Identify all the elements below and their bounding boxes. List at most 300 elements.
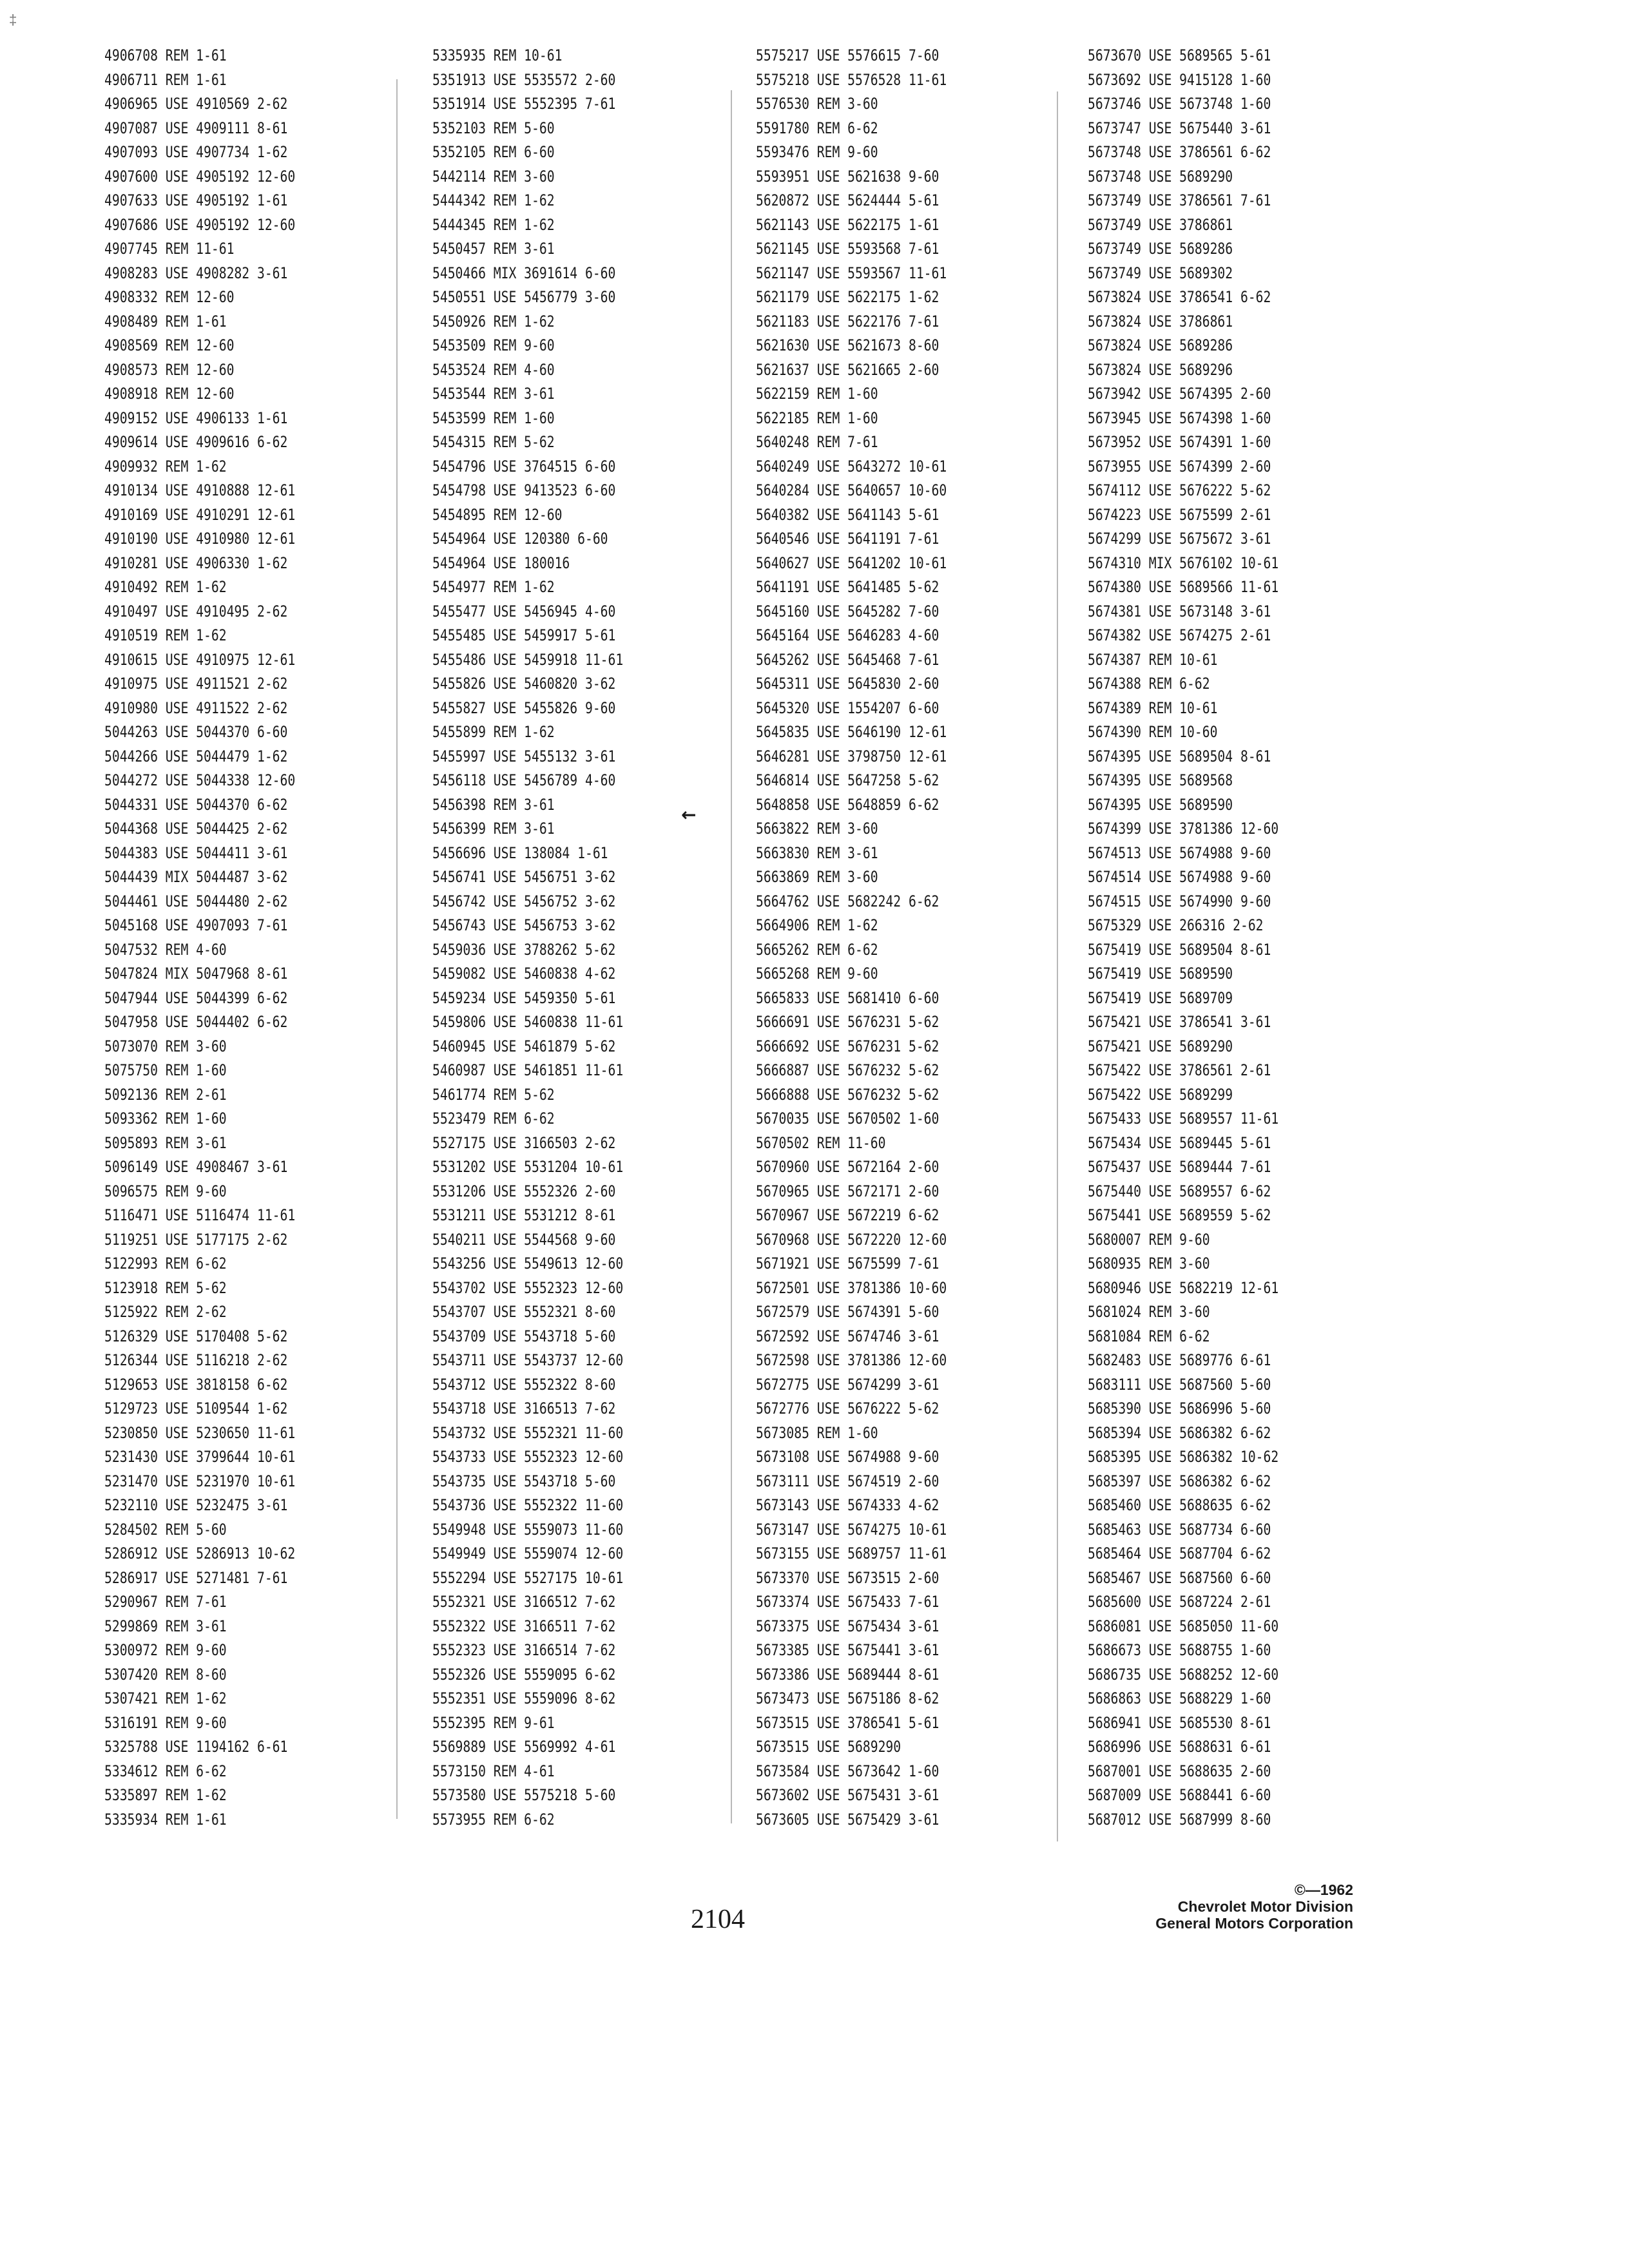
parts-entry-row: 5453509 REM 9-60 [432, 336, 555, 354]
parts-entry-row: 5335935 REM 10-61 [432, 46, 563, 64]
parts-entry-row: 5673748 USE 5689290 [1088, 167, 1233, 186]
parts-entry-row: 5640249 USE 5643272 10-61 [756, 457, 947, 476]
parts-entry-row: 5454895 REM 12-60 [432, 505, 563, 524]
page-number: 2104 [691, 1905, 745, 1934]
parts-entry-row: 5665833 USE 5681410 6-60 [756, 988, 940, 1007]
parts-entry-row: 5673692 USE 9415128 1-60 [1088, 70, 1271, 89]
parts-entry-row: 5685397 USE 5686382 6-62 [1088, 1472, 1271, 1490]
parts-entry-row: 5640546 USE 5641191 7-61 [756, 530, 940, 548]
parts-entry-row: 5680935 REM 3-60 [1088, 1254, 1210, 1273]
parts-entry-row: 5674515 USE 5674990 9-60 [1088, 892, 1271, 910]
parts-entry-row: 5455477 USE 5456945 4-60 [432, 602, 616, 620]
parts-entry-row: 5622159 REM 1-60 [756, 385, 878, 403]
parts-entry-row: 5549948 USE 5559073 11-60 [432, 1520, 624, 1539]
parts-entry-row: 5671921 USE 5675599 7-61 [756, 1254, 940, 1273]
parts-entry-row: 5045168 USE 4907093 7-61 [104, 916, 288, 934]
parts-entry-row: 5675440 USE 5689557 6-62 [1088, 1182, 1271, 1200]
parts-entry-row: 5460987 USE 5461851 11-61 [432, 1061, 624, 1079]
parts-entry-row: 4908489 REM 1-61 [104, 312, 227, 331]
parts-entry-row: 5129723 USE 5109544 1-62 [104, 1399, 288, 1418]
parts-entry-row: 5129653 USE 3818158 6-62 [104, 1375, 288, 1394]
parts-entry-row: 5620872 USE 5624444 5-61 [756, 191, 940, 209]
parts-entry-row: 5122993 REM 6-62 [104, 1254, 227, 1273]
parts-entry-row: 5673824 USE 5689296 [1088, 360, 1233, 379]
parts-entry-row: 5307420 REM 8-60 [104, 1665, 227, 1684]
parts-entry-row: 4906711 REM 1-61 [104, 70, 227, 89]
parts-entry-row: 5335934 REM 1-61 [104, 1810, 227, 1829]
copyright-block [1155, 1881, 1353, 1932]
parts-entry-row: 4907686 USE 4905192 12-60 [104, 215, 296, 234]
parts-entry-row: 4908283 USE 4908282 3-61 [104, 264, 288, 282]
parts-entry-row: 5674387 REM 10-61 [1088, 650, 1218, 669]
parts-entry-row: 5675329 USE 266316 2-62 [1088, 916, 1264, 934]
parts-entry-row: 5576530 REM 3-60 [756, 95, 878, 113]
parts-entry-row: 5673085 REM 1-60 [756, 1423, 878, 1442]
parts-entry-row: 4909152 USE 4906133 1-61 [104, 408, 288, 427]
parts-entry-row: 5459234 USE 5459350 5-61 [432, 988, 616, 1007]
parts-entry-row: 5675437 USE 5689444 7-61 [1088, 1158, 1271, 1176]
parts-entry-row: 5552323 USE 3166514 7-62 [432, 1641, 616, 1659]
parts-entry-row: 5073070 REM 3-60 [104, 1037, 227, 1055]
parts-entry-row: 5673952 USE 5674391 1-60 [1088, 433, 1271, 451]
parts-entry-row: 5232110 USE 5232475 3-61 [104, 1496, 288, 1514]
parts-entry-row: 5092136 REM 2-61 [104, 1085, 227, 1104]
parts-entry-row: 5286912 USE 5286913 10-62 [104, 1544, 296, 1562]
copyright-division: Chevrolet Motor Division [1177, 1898, 1353, 1915]
parts-entry-row: 5621183 USE 5622176 7-61 [756, 312, 940, 331]
parts-entry-row: 5672579 USE 5674391 5-60 [756, 1303, 940, 1321]
parts-entry-row: 5685600 USE 5687224 2-61 [1088, 1593, 1271, 1611]
parts-entry-row: 5640284 USE 5640657 10-60 [756, 481, 947, 499]
parts-entry-row: 5673945 USE 5674398 1-60 [1088, 408, 1271, 427]
parts-entry-row: 5621143 USE 5622175 1-61 [756, 215, 940, 234]
parts-entry-row: 5454964 USE 180016 [432, 553, 570, 572]
parts-entry-row: 5531211 USE 5531212 8-61 [432, 1206, 616, 1224]
parts-entry-row: 5453544 REM 3-61 [432, 385, 555, 403]
parts-entry-row: 4910492 REM 1-62 [104, 578, 227, 596]
parts-entry-row: 5685390 USE 5686996 5-60 [1088, 1399, 1271, 1418]
parts-entry-row: 5670035 USE 5670502 1-60 [756, 1110, 940, 1128]
parts-entry-row: 5645262 USE 5645468 7-61 [756, 650, 940, 669]
parts-entry-row: 5230850 USE 5230650 11-61 [104, 1423, 296, 1442]
parts-entry-row: 5527175 USE 3166503 2-62 [432, 1133, 616, 1152]
parts-entry-row: 5352103 REM 5-60 [432, 119, 555, 137]
parts-entry-row: 5573580 USE 5575218 5-60 [432, 1786, 616, 1804]
parts-entry-row: 5686081 USE 5685050 11-60 [1088, 1617, 1279, 1635]
parts-entry-row: 5621630 USE 5621673 8-60 [756, 336, 940, 354]
parts-entry-row: 5461774 REM 5-62 [432, 1085, 555, 1104]
parts-entry-row: 5672501 USE 3781386 10-60 [756, 1278, 947, 1297]
parts-entry-row: 5670502 REM 11-60 [756, 1133, 886, 1152]
parts-entry-row: 5456398 REM 3-61 [432, 795, 555, 814]
parts-entry-row: 5673515 USE 3786541 5-61 [756, 1713, 940, 1732]
parts-entry-row: 5096149 USE 4908467 3-61 [104, 1158, 288, 1176]
parts-entry-row: 5047532 REM 4-60 [104, 940, 227, 959]
parts-entry-row: 5442114 REM 3-60 [432, 167, 555, 186]
parts-entry-row: 5674395 USE 5689504 8-61 [1088, 747, 1271, 765]
parts-entry-row: 5231430 USE 3799644 10-61 [104, 1448, 296, 1466]
parts-entry-row: 5675433 USE 5689557 11-61 [1088, 1110, 1279, 1128]
parts-entry-row: 5673748 USE 3786561 6-62 [1088, 143, 1271, 161]
parts-entry-row: 5456399 REM 3-61 [432, 820, 555, 838]
parts-entry-row: 5591780 REM 6-62 [756, 119, 878, 137]
column-divider-3 [1057, 91, 1058, 1841]
parts-entry-row: 4909932 REM 1-62 [104, 457, 227, 476]
parts-entry-row: 5621147 USE 5593567 11-61 [756, 264, 947, 282]
scan-mark-top-left: ‡ [9, 12, 17, 28]
parts-entry-row: 5673515 USE 5689290 [756, 1738, 901, 1756]
parts-entry-row: 5673824 USE 5689286 [1088, 336, 1233, 354]
parts-entry-row: 5685395 USE 5686382 10-62 [1088, 1448, 1279, 1466]
parts-entry-row: 4910975 USE 4911521 2-62 [104, 675, 288, 693]
parts-entry-row: 5573150 REM 4-61 [432, 1762, 555, 1780]
parts-entry-row: 5549949 USE 5559074 12-60 [432, 1544, 624, 1562]
parts-entry-row: 5680007 REM 9-60 [1088, 1230, 1210, 1249]
parts-entry-row: 5670968 USE 5672220 12-60 [756, 1230, 947, 1249]
parts-entry-row: 5675419 USE 5689590 [1088, 965, 1233, 983]
parts-entry-row: 5675421 USE 3786541 3-61 [1088, 1013, 1271, 1031]
parts-entry-row: 4907745 REM 11-61 [104, 240, 235, 258]
parts-entry-row: 5459806 USE 5460838 11-61 [432, 1013, 624, 1031]
parts-entry-row: 5044331 USE 5044370 6-62 [104, 795, 288, 814]
parts-entry-row: 5123918 REM 5-62 [104, 1278, 227, 1297]
parts-entry-row: 5286917 USE 5271481 7-61 [104, 1568, 288, 1587]
parts-entry-row: 5645164 USE 5646283 4-60 [756, 626, 940, 644]
parts-entry-row: 5687012 USE 5687999 8-60 [1088, 1810, 1271, 1829]
parts-entry-row: 5663869 REM 3-60 [756, 868, 878, 886]
parts-entry-row: 5047944 USE 5044399 6-62 [104, 988, 288, 1007]
parts-entry-row: 5540211 USE 5544568 9-60 [432, 1230, 616, 1249]
parts-entry-row: 4910497 USE 4910495 2-62 [104, 602, 288, 620]
parts-entry-row: 5675422 USE 3786561 2-61 [1088, 1061, 1271, 1079]
parts-entry-row: 5686996 USE 5688631 6-61 [1088, 1738, 1271, 1756]
parts-entry-row: 5673749 USE 3786861 [1088, 215, 1233, 234]
parts-entry-row: 5673370 USE 5673515 2-60 [756, 1568, 940, 1587]
parts-entry-row: 5672598 USE 3781386 12-60 [756, 1351, 947, 1369]
parts-entry-row: 5666888 USE 5676232 5-62 [756, 1085, 940, 1104]
parts-entry-row: 5543256 USE 5549613 12-60 [432, 1254, 624, 1273]
parts-entry-row: 5674388 REM 6-62 [1088, 675, 1210, 693]
parts-entry-row: 5454964 USE 120380 6-60 [432, 530, 608, 548]
parts-entry-row: 5673473 USE 5675186 8-62 [756, 1689, 940, 1707]
parts-entry-row: 5645320 USE 1554207 6-60 [756, 698, 940, 717]
parts-entry-row: 5450457 REM 3-61 [432, 240, 555, 258]
parts-entry-row: 5685467 USE 5687560 6-60 [1088, 1568, 1271, 1587]
parts-entry-row: 5675421 USE 5689290 [1088, 1037, 1233, 1055]
parts-entry-row: 5454315 REM 5-62 [432, 433, 555, 451]
parts-entry-row: 5543735 USE 5543718 5-60 [432, 1472, 616, 1490]
parts-entry-row: 5686941 USE 5685530 8-61 [1088, 1713, 1271, 1732]
parts-entry-row: 4906965 USE 4910569 2-62 [104, 95, 288, 113]
parts-entry-row: 5673942 USE 5674395 2-60 [1088, 385, 1271, 403]
parts-entry-row: 5673749 USE 5689302 [1088, 264, 1233, 282]
parts-entry-row: 5047958 USE 5044402 6-62 [104, 1013, 288, 1031]
parts-entry-row: 5075750 REM 1-60 [104, 1061, 227, 1079]
parts-entry-row: 5543712 USE 5552322 8-60 [432, 1375, 616, 1394]
parts-entry-row: 5575218 USE 5576528 11-61 [756, 70, 947, 89]
parts-entry-row: 4907600 USE 4905192 12-60 [104, 167, 296, 186]
parts-entry-row: 5675441 USE 5689559 5-62 [1088, 1206, 1271, 1224]
parts-entry-row: 4910190 USE 4910980 12-61 [104, 530, 296, 548]
parts-entry-row: 5674299 USE 5675672 3-61 [1088, 530, 1271, 548]
parts-entry-row: 5456741 USE 5456751 3-62 [432, 868, 616, 886]
parts-entry-row: 5334612 REM 6-62 [104, 1762, 227, 1780]
parts-entry-row: 5543732 USE 5552321 11-60 [432, 1423, 624, 1442]
parts-entry-row: 5044263 USE 5044370 6-60 [104, 723, 288, 741]
parts-entry-row: 5686735 USE 5688252 12-60 [1088, 1665, 1279, 1684]
parts-entry-row: 5569889 USE 5569992 4-61 [432, 1738, 616, 1756]
parts-entry-row: 5543709 USE 5543718 5-60 [432, 1327, 616, 1345]
parts-entry-row: 4908918 REM 12-60 [104, 385, 235, 403]
parts-entry-row: 5640248 REM 7-61 [756, 433, 878, 451]
parts-entry-row: 5284502 REM 5-60 [104, 1520, 227, 1539]
parts-entry-row: 4907087 USE 4909111 8-61 [104, 119, 288, 137]
parts-entry-row: 5095893 REM 3-61 [104, 1133, 227, 1152]
parts-entry-row: 5552322 USE 3166511 7-62 [432, 1617, 616, 1635]
parts-entry-row: 5674112 USE 5676222 5-62 [1088, 481, 1271, 499]
parts-entry-row: 5543718 USE 3166513 7-62 [432, 1399, 616, 1418]
parts-entry-row: 5044461 USE 5044480 2-62 [104, 892, 288, 910]
parts-entry-row: 5674223 USE 5675599 2-61 [1088, 505, 1271, 524]
parts-entry-row: 4906708 REM 1-61 [104, 46, 227, 64]
parts-entry-row: 5044439 MIX 5044487 3-62 [104, 868, 288, 886]
parts-entry-row: 5307421 REM 1-62 [104, 1689, 227, 1707]
parts-entry-row: 4908332 REM 12-60 [104, 288, 235, 306]
parts-entry-row: 5673155 USE 5689757 11-61 [756, 1544, 947, 1562]
parts-entry-row: 5552294 USE 5527175 10-61 [432, 1568, 624, 1587]
parts-entry-row: 4907633 USE 4905192 1-61 [104, 191, 288, 209]
parts-entry-row: 5645311 USE 5645830 2-60 [756, 675, 940, 693]
parts-entry-row: 5673602 USE 5675431 3-61 [756, 1786, 940, 1804]
parts-entry-row: 5531206 USE 5552326 2-60 [432, 1182, 616, 1200]
parts-entry-row: 5665262 REM 6-62 [756, 940, 878, 959]
parts-entry-row: 5665268 REM 9-60 [756, 965, 878, 983]
parts-entry-row: 5523479 REM 6-62 [432, 1110, 555, 1128]
parts-entry-row: 4910980 USE 4911522 2-62 [104, 698, 288, 717]
parts-entry-row: 5673749 USE 5689286 [1088, 240, 1233, 258]
parts-entry-row: 5622185 REM 1-60 [756, 408, 878, 427]
parts-entry-row: 5352105 REM 6-60 [432, 143, 555, 161]
parts-entry-row: 5573955 REM 6-62 [432, 1810, 555, 1829]
parts-entry-row: 5096575 REM 9-60 [104, 1182, 227, 1200]
parts-entry-row: 5575217 USE 5576615 7-60 [756, 46, 940, 64]
parts-entry-row: 5640382 USE 5641143 5-61 [756, 505, 940, 524]
parts-entry-row: 5455997 USE 5455132 3-61 [432, 747, 616, 765]
column-divider-1 [396, 79, 398, 1819]
parts-entry-row: 5299869 REM 3-61 [104, 1617, 227, 1635]
parts-entry-row: 5444345 REM 1-62 [432, 215, 555, 234]
parts-entry-row: 5670965 USE 5672171 2-60 [756, 1182, 940, 1200]
parts-entry-row: 5543711 USE 5543737 12-60 [432, 1351, 624, 1369]
parts-entry-row: 5552326 USE 5559095 6-62 [432, 1665, 616, 1684]
parts-entry-row: 5666692 USE 5676231 5-62 [756, 1037, 940, 1055]
parts-entry-row: 5687009 USE 5688441 6-60 [1088, 1786, 1271, 1804]
parts-entry-row: 5351914 USE 5552395 7-61 [432, 95, 616, 113]
entry-marker-arrow-icon: ← [681, 804, 697, 825]
parts-entry-row: 5681024 REM 3-60 [1088, 1303, 1210, 1321]
parts-entry-row: 5126344 USE 5116218 2-62 [104, 1351, 288, 1369]
parts-entry-row: 5675422 USE 5689299 [1088, 1085, 1233, 1104]
parts-entry-row: 5116471 USE 5116474 11-61 [104, 1206, 296, 1224]
parts-entry-row: 5640627 USE 5641202 10-61 [756, 553, 947, 572]
parts-entry-row: 5672776 USE 5676222 5-62 [756, 1399, 940, 1418]
parts-entry-row: 5456743 USE 5456753 3-62 [432, 916, 616, 934]
parts-entry-row: 5673824 USE 3786541 6-62 [1088, 288, 1271, 306]
parts-entry-row: 5674514 USE 5674988 9-60 [1088, 868, 1271, 886]
copyright-corporation: General Motors Corporation [1155, 1915, 1353, 1932]
parts-entry-row: 5685460 USE 5688635 6-62 [1088, 1496, 1271, 1514]
parts-entry-row: 5119251 USE 5177175 2-62 [104, 1230, 288, 1249]
parts-entry-row: 5456742 USE 5456752 3-62 [432, 892, 616, 910]
parts-entry-row: 5673386 USE 5689444 8-61 [756, 1665, 940, 1684]
parts-entry-row: 5674399 USE 3781386 12-60 [1088, 820, 1279, 838]
parts-entry-row: 5674395 USE 5689568 [1088, 771, 1233, 789]
parts-entry-row: 5044368 USE 5044425 2-62 [104, 820, 288, 838]
parts-entry-row: 5664762 USE 5682242 6-62 [756, 892, 940, 910]
parts-entry-row: 4910615 USE 4910975 12-61 [104, 650, 296, 669]
parts-entry-row: 5685463 USE 5687734 6-60 [1088, 1520, 1271, 1539]
parts-entry-row: 5454977 REM 1-62 [432, 578, 555, 596]
parts-entry-row: 5450466 MIX 3691614 6-60 [432, 264, 616, 282]
parts-entry-row: 5666691 USE 5676231 5-62 [756, 1013, 940, 1031]
parts-entry-row: 5685464 USE 5687704 6-62 [1088, 1544, 1271, 1562]
parts-entry-row: 5455899 REM 1-62 [432, 723, 555, 741]
parts-entry-row: 5543733 USE 5552323 12-60 [432, 1448, 624, 1466]
parts-entry-row: 5681084 REM 6-62 [1088, 1327, 1210, 1345]
parts-entry-row: 5047824 MIX 5047968 8-61 [104, 965, 288, 983]
parts-entry-row: 5670960 USE 5672164 2-60 [756, 1158, 940, 1176]
parts-entry-row: 5543736 USE 5552322 11-60 [432, 1496, 624, 1514]
parts-entry-row: 5044272 USE 5044338 12-60 [104, 771, 296, 789]
parts-entry-row: 5455827 USE 5455826 9-60 [432, 698, 616, 717]
parts-entry-row: 5666887 USE 5676232 5-62 [756, 1061, 940, 1079]
parts-entry-row: 4908569 REM 12-60 [104, 336, 235, 354]
parts-entry-row: 5673584 USE 5673642 1-60 [756, 1762, 940, 1780]
parts-entry-row: 5552351 USE 5559096 8-62 [432, 1689, 616, 1707]
parts-entry-row: 5645835 USE 5646190 12-61 [756, 723, 947, 741]
parts-entry-row: 4910519 REM 1-62 [104, 626, 227, 644]
parts-entry-row: 5673605 USE 5675429 3-61 [756, 1810, 940, 1829]
parts-entry-row: 5648858 USE 5648859 6-62 [756, 795, 940, 814]
parts-entry-row: 5450926 REM 1-62 [432, 312, 555, 331]
parts-entry-row: 5450551 USE 5456779 3-60 [432, 288, 616, 306]
parts-entry-row: 5621145 USE 5593568 7-61 [756, 240, 940, 258]
parts-entry-row: 4907093 USE 4907734 1-62 [104, 143, 288, 161]
parts-entry-row: 5675434 USE 5689445 5-61 [1088, 1133, 1271, 1152]
parts-entry-row: 5531202 USE 5531204 10-61 [432, 1158, 624, 1176]
parts-entry-row: 5673824 USE 3786861 [1088, 312, 1233, 331]
parts-entry-row: 5682483 USE 5689776 6-61 [1088, 1351, 1271, 1369]
parts-entry-row: 5351913 USE 5535572 2-60 [432, 70, 616, 89]
parts-entry-row: 5455486 USE 5459918 11-61 [432, 650, 624, 669]
parts-entry-row: 5460945 USE 5461879 5-62 [432, 1037, 616, 1055]
parts-entry-row: 5621179 USE 5622175 1-62 [756, 288, 940, 306]
parts-entry-row: 5459036 USE 3788262 5-62 [432, 940, 616, 959]
parts-entry-row: 5593951 USE 5621638 9-60 [756, 167, 940, 186]
parts-entry-row: 5673147 USE 5674275 10-61 [756, 1520, 947, 1539]
parts-entry-row: 5093362 REM 1-60 [104, 1110, 227, 1128]
parts-entry-row: 5645160 USE 5645282 7-60 [756, 602, 940, 620]
parts-entry-row: 5687001 USE 5688635 2-60 [1088, 1762, 1271, 1780]
parts-entry-row: 5675419 USE 5689504 8-61 [1088, 940, 1271, 959]
parts-entry-row: 5126329 USE 5170408 5-62 [104, 1327, 288, 1345]
parts-entry-row: 5044383 USE 5044411 3-61 [104, 843, 288, 862]
parts-entry-row: 5453599 REM 1-60 [432, 408, 555, 427]
parts-entry-row: 5673749 USE 3786561 7-61 [1088, 191, 1271, 209]
parts-entry-row: 5455485 USE 5459917 5-61 [432, 626, 616, 644]
parts-entry-row: 5673747 USE 5675440 3-61 [1088, 119, 1271, 137]
parts-entry-row: 5325788 USE 1194162 6-61 [104, 1738, 288, 1756]
parts-entry-row: 5552321 USE 3166512 7-62 [432, 1593, 616, 1611]
parts-entry-row: 5685394 USE 5686382 6-62 [1088, 1423, 1271, 1442]
parts-entry-row: 5459082 USE 5460838 4-62 [432, 965, 616, 983]
parts-entry-row: 5672592 USE 5674746 3-61 [756, 1327, 940, 1345]
parts-entry-row: 5646281 USE 3798750 12-61 [756, 747, 947, 765]
parts-entry-row: 5231470 USE 5231970 10-61 [104, 1472, 296, 1490]
parts-entry-row: 4910281 USE 4906330 1-62 [104, 553, 288, 572]
parts-entry-row: 5673375 USE 5675434 3-61 [756, 1617, 940, 1635]
parts-entry-row: 5646814 USE 5647258 5-62 [756, 771, 940, 789]
parts-entry-row: 5300972 REM 9-60 [104, 1641, 227, 1659]
column-divider-2 [731, 90, 732, 1823]
parts-entry-row: 5543707 USE 5552321 8-60 [432, 1303, 616, 1321]
parts-entry-row: 5675419 USE 5689709 [1088, 988, 1233, 1007]
parts-entry-row: 5673108 USE 5674988 9-60 [756, 1448, 940, 1466]
parts-entry-row: 5686673 USE 5688755 1-60 [1088, 1641, 1271, 1659]
parts-entry-row: 5454796 USE 3764515 6-60 [432, 457, 616, 476]
parts-entry-row: 5674389 REM 10-61 [1088, 698, 1218, 717]
parts-entry-row: 5674310 MIX 5676102 10-61 [1088, 553, 1279, 572]
parts-entry-row: 5444342 REM 1-62 [432, 191, 555, 209]
parts-entry-row: 5552395 REM 9-61 [432, 1713, 555, 1732]
parts-entry-row: 5621637 USE 5621665 2-60 [756, 360, 940, 379]
parts-entry-row: 4908573 REM 12-60 [104, 360, 235, 379]
parts-entry-row: 5456118 USE 5456789 4-60 [432, 771, 616, 789]
parts-entry-row: 5673670 USE 5689565 5-61 [1088, 46, 1271, 64]
parts-entry-row: 5673374 USE 5675433 7-61 [756, 1593, 940, 1611]
parts-entry-row: 5674390 REM 10-60 [1088, 723, 1218, 741]
parts-entry-row: 5316191 REM 9-60 [104, 1713, 227, 1732]
parts-entry-row: 5674395 USE 5689590 [1088, 795, 1233, 814]
parts-entry-row: 5335897 REM 1-62 [104, 1786, 227, 1804]
parts-entry-row: 4909614 USE 4909616 6-62 [104, 433, 288, 451]
parts-entry-row: 5672775 USE 5674299 3-61 [756, 1375, 940, 1394]
parts-entry-row: 5593476 REM 9-60 [756, 143, 878, 161]
copyright-year: ©—1962 [1294, 1881, 1353, 1898]
parts-entry-row: 5670967 USE 5672219 6-62 [756, 1206, 940, 1224]
parts-entry-row: 5674513 USE 5674988 9-60 [1088, 843, 1271, 862]
parts-entry-row: 5673746 USE 5673748 1-60 [1088, 95, 1271, 113]
parts-entry-row: 5673955 USE 5674399 2-60 [1088, 457, 1271, 476]
parts-entry-row: 5456696 USE 138084 1-61 [432, 843, 608, 862]
parts-entry-row: 5680946 USE 5682219 12-61 [1088, 1278, 1279, 1297]
parts-entry-row: 4910169 USE 4910291 12-61 [104, 505, 296, 524]
parts-entry-row: 5641191 USE 5641485 5-62 [756, 578, 940, 596]
parts-entry-row: 5674382 USE 5674275 2-61 [1088, 626, 1271, 644]
parts-entry-row: 5455826 USE 5460820 3-62 [432, 675, 616, 693]
parts-entry-row: 5673143 USE 5674333 4-62 [756, 1496, 940, 1514]
parts-entry-row: 5683111 USE 5687560 5-60 [1088, 1375, 1271, 1394]
parts-entry-row: 5044266 USE 5044479 1-62 [104, 747, 288, 765]
parts-entry-row: 5674381 USE 5673148 3-61 [1088, 602, 1271, 620]
parts-entry-row: 5453524 REM 4-60 [432, 360, 555, 379]
parts-entry-row: 5290967 REM 7-61 [104, 1593, 227, 1611]
parts-entry-row: 5673111 USE 5674519 2-60 [756, 1472, 940, 1490]
parts-entry-row: 4910134 USE 4910888 12-61 [104, 481, 296, 499]
parts-entry-row: 5454798 USE 9413523 6-60 [432, 481, 616, 499]
parts-entry-row: 5673385 USE 5675441 3-61 [756, 1641, 940, 1659]
parts-entry-row: 5674380 USE 5689566 11-61 [1088, 578, 1279, 596]
